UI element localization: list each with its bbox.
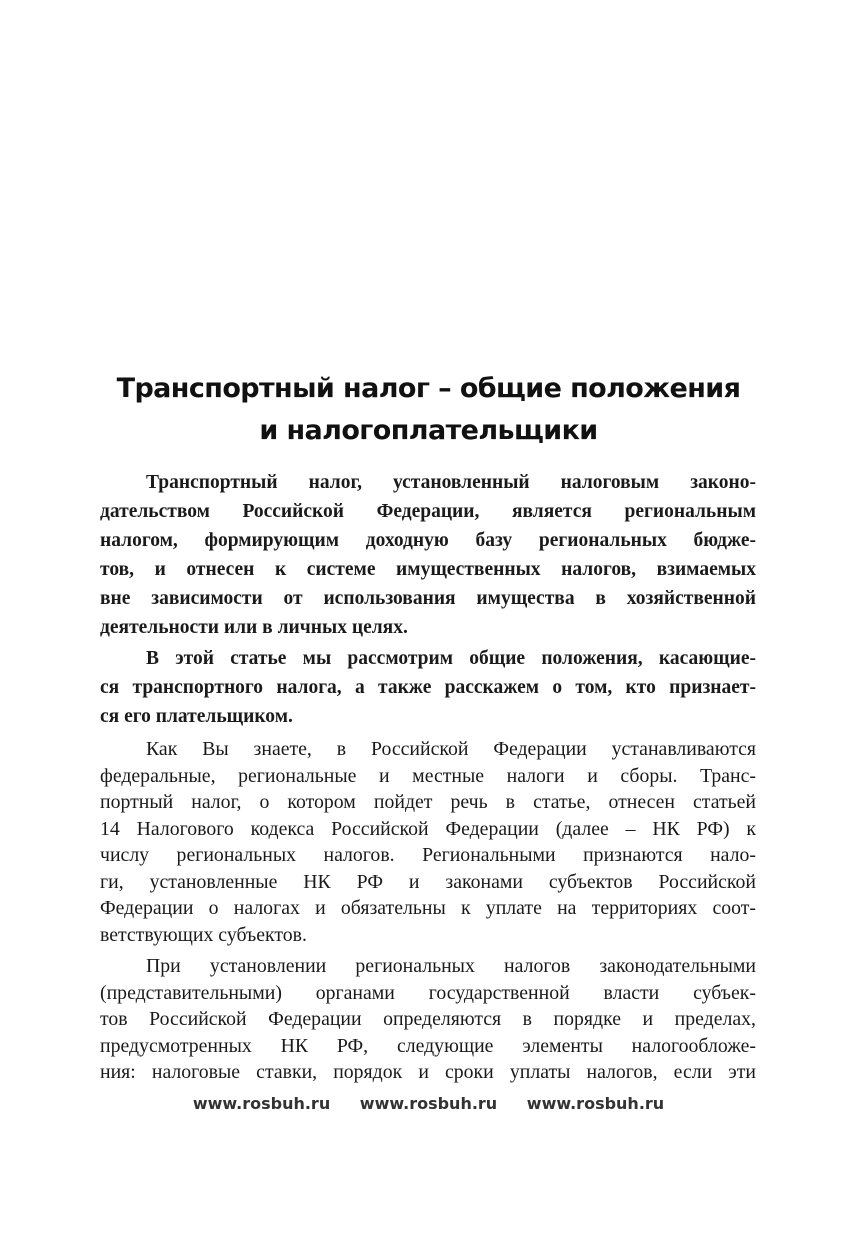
text-line: дательством Российской Федерации, является региональным xyxy=(100,501,756,522)
text-line: (представительными) органами государственной власти субъек- xyxy=(100,981,756,1004)
footer xyxy=(0,1094,857,1113)
text-line: ния: налоговые ставки, порядок и сроки уплаты налогов, если эти xyxy=(100,1061,756,1083)
text-line: В этой статье мы рассмотрим общие положения, касающие- xyxy=(146,648,756,669)
page-title-line-1: Транспортный налог – общие положения xyxy=(116,373,741,404)
text-line: ся транспортного налога, а также расскажем о том, кто признает- xyxy=(100,677,756,698)
body-section xyxy=(100,736,756,1086)
text-line: предусмотренных НК РФ, следующие элементы налогообложе- xyxy=(100,1034,756,1057)
text-line: 14 Налогового кодекса Российской Федерации (далее – НК РФ) к xyxy=(100,817,756,840)
text-line: тов, и отнесен к системе имущественных налогов, взимаемых xyxy=(100,559,756,580)
text-line: ветствующих субъектов. xyxy=(100,923,307,946)
text-line: налогом, формирующим доходную базу региональных бюдже- xyxy=(100,530,756,551)
lead-paragraph-2 xyxy=(100,644,756,731)
text-line: Федерации о налогах и обязательны к уплате на территориях соот- xyxy=(100,897,756,919)
text-line: ся его плательщиком. xyxy=(100,706,293,727)
lead-section xyxy=(100,468,756,731)
text-line: деятельности или в личных целях. xyxy=(100,617,408,638)
page-title-line-2: и налогоплательщики xyxy=(259,415,598,446)
footer-link[interactable]: www.rosbuh.ru xyxy=(359,1094,498,1113)
page-title xyxy=(100,368,757,452)
footer-link[interactable]: www.rosbuh.ru xyxy=(526,1094,665,1113)
text-line: числу региональных налогов. Региональными признаются нало- xyxy=(100,844,756,866)
text-line: федеральные, региональные и местные налоги и сборы. Транс- xyxy=(100,764,756,787)
body-paragraph-1 xyxy=(100,736,756,948)
lead-paragraph-1 xyxy=(100,468,756,642)
text-line: ги, установленные НК РФ и законами субъектов Российской xyxy=(100,870,756,893)
text-line: тов Российской Федерации определяются в порядке и пределах, xyxy=(100,1008,756,1030)
footer-link[interactable]: www.rosbuh.ru xyxy=(192,1094,331,1113)
body-paragraph-2 xyxy=(100,953,756,1086)
text-line: Транспортный налог, установленный налоговым законо- xyxy=(146,472,756,493)
text-line: вне зависимости от использования имущества в хозяйственной xyxy=(100,588,756,609)
text-line: портный налог, о котором пойдет речь в статье, отнесен статьей xyxy=(100,791,756,813)
text-line: Как Вы знаете, в Российской Федерации устанавливаются xyxy=(146,738,756,760)
text-line: При установлении региональных налогов законодательными xyxy=(146,955,756,977)
